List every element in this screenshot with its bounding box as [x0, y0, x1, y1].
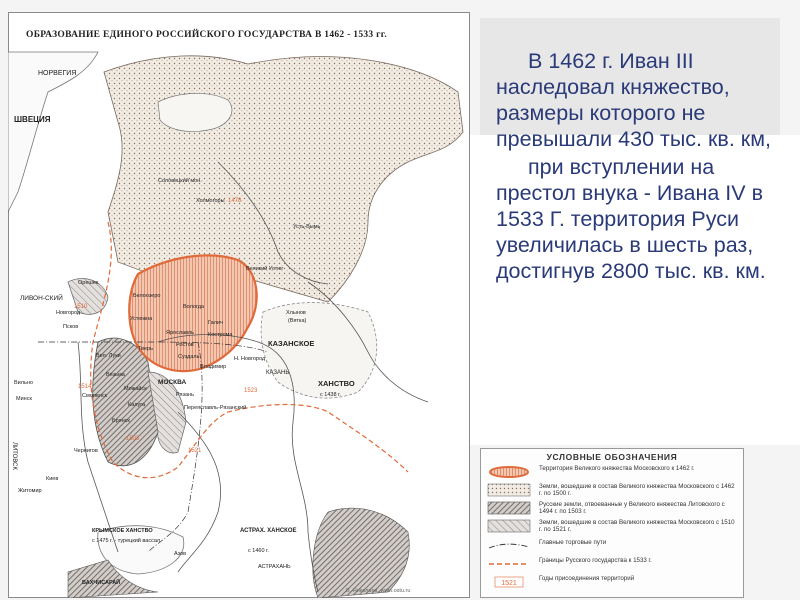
map-label: Устюжна — [130, 316, 153, 322]
legend-title: УСЛОВНЫЕ ОБОЗНАЧЕНИЯ — [546, 452, 678, 462]
map-label: Минск — [16, 396, 32, 402]
map-label: АСТРАХАНЬ — [258, 564, 291, 570]
map-year-label: 1521 — [188, 448, 202, 454]
map-label: Орешек — [78, 280, 99, 286]
legend-item — [487, 519, 739, 535]
caspian-area — [313, 508, 410, 598]
legend-item-text: Русские земли, отвоеванные у Великого княжества Литовского с 1494 г. по 1503 г. — [539, 501, 725, 515]
map-label: ЛИТОВСК — [11, 442, 17, 470]
map-label: Житомир — [18, 488, 42, 494]
legend-swatch-moscow-1462 — [487, 465, 531, 479]
map-label: Усть-Вымь — [293, 224, 321, 230]
map-year-label: 1503 — [126, 436, 140, 442]
description-text — [496, 48, 776, 284]
map-label: Вологда — [183, 304, 204, 310]
map-label: ЛИВОН-СКИЙ — [20, 295, 63, 302]
map-label: Вильно — [14, 380, 33, 386]
map-label: с 1460 г. — [248, 548, 269, 554]
legend-item — [487, 501, 739, 517]
map-label: ШВЕЦИЯ — [14, 115, 51, 124]
map-label: Переяславль-Рязанский — [184, 405, 247, 411]
map-label: НОРВЕГИЯ — [38, 70, 77, 77]
map-title: ОБРАЗОВАНИЕ ЕДИНОГО РОССИЙСКОГО ГОСУДАРСТВА В 1462 - 1533 гг. — [26, 30, 387, 40]
legend-swatch-trade-routes — [487, 539, 531, 553]
map-label: Суздаль — [178, 354, 200, 360]
map-label: Ростов — [176, 342, 194, 348]
map-label: Вел. Луки — [96, 353, 121, 359]
kola-region — [158, 93, 232, 131]
legend-item-text: Территория Великого княжества Московского к 1462 г. — [539, 465, 695, 472]
legend-item-text: Границы Русского государства к 1533 г. — [539, 557, 652, 564]
legend-item — [487, 465, 739, 481]
map-label: Брянск — [112, 418, 130, 424]
map-label: Хлынов — [286, 310, 306, 316]
map-label: Холмогоры — [196, 198, 225, 204]
legend-swatch-hatch-light — [487, 519, 531, 533]
map-year-label: 1514 — [78, 384, 92, 390]
map-year-label: 1523 — [244, 388, 258, 394]
map-label: Чернигов — [74, 448, 98, 454]
map-label: Н. Новгород — [234, 356, 266, 362]
map-label: Тверь — [138, 346, 153, 352]
legend-swatch-border-1533 — [487, 557, 531, 571]
map-label: Владимир — [200, 364, 227, 370]
map-label: с 1475 г. - турецкий вассал — [92, 538, 161, 544]
map-label: Рязань — [176, 392, 194, 398]
map-label: с 1438 г. — [320, 392, 341, 398]
map-label: Соловецкий мон. — [158, 178, 202, 184]
map-label: Калуга — [128, 402, 146, 408]
map-label: Можайск — [124, 386, 147, 392]
map-label: Белоозеро — [133, 293, 161, 299]
legend-item-text: Земли, вошедшие в состав Великого княжества Московского с 1462 г. по 1500 г. — [539, 483, 735, 497]
river-don — [178, 412, 221, 572]
map-label: КАЗАНСКОЕ — [268, 339, 315, 348]
map-drawing — [8, 12, 470, 598]
map-label: Кострома — [208, 332, 233, 338]
map-label: (Вятка) — [288, 318, 307, 324]
map-label: Великий Устюг — [246, 266, 284, 272]
map-label: Новгород — [56, 310, 81, 316]
map-label: МОСКВА — [158, 379, 187, 386]
legend-item-text: Земли, вошедшие в состав Великого княжества Московского с 1510 г. по 1521 г. — [539, 519, 735, 533]
map-label: Смоленск — [82, 393, 108, 399]
legend-item-text: Годы присоединения территорий — [539, 575, 635, 582]
legend-item — [487, 483, 739, 499]
legend-item — [487, 575, 739, 591]
map-label: Ярославль — [166, 330, 194, 336]
map-label: Псков — [63, 324, 79, 330]
paragraph-2: при вступлении на престол внука - Ивана IV в 1533 Г. территория Руси увеличилась в шесть раз, достигнув 2800 тыс. кв. км. — [496, 155, 766, 283]
map-label: БАХЧИСАРАЙ — [82, 580, 121, 586]
map-author: В. Николаев, www.ostu.ru — [346, 588, 411, 594]
legend-swatch-year-box — [487, 575, 531, 589]
map-legend — [480, 448, 744, 598]
map-label: Азов — [174, 551, 187, 557]
legend-year-sample: 1521 — [501, 580, 517, 587]
map-label: АСТРАХ. ХАНСКОЕ — [240, 528, 297, 534]
map-label: КАЗАНЬ — [266, 370, 290, 376]
map-label: КРЫМСКОЕ ХАНСТВО — [92, 528, 153, 534]
legend-item — [487, 557, 739, 573]
map-year-label: 1510 — [74, 304, 88, 310]
paragraph-1: В 1462 г. Иван III наследовал княжество, размеры которого не превышали 430 тыс. кв. км, — [496, 49, 771, 151]
legend-swatch-hatch-dark — [487, 501, 531, 515]
map-label: Галич — [208, 320, 223, 326]
legend-swatch-dots — [487, 483, 531, 497]
legend-item-text: Главные торговые пути — [539, 539, 607, 546]
map-label: Вязьма — [106, 372, 125, 378]
legend-item — [487, 539, 739, 555]
map-label: ХАНСТВО — [318, 379, 355, 388]
map-label: Киев — [46, 476, 59, 482]
map-year-label: 1478 — [228, 198, 242, 204]
